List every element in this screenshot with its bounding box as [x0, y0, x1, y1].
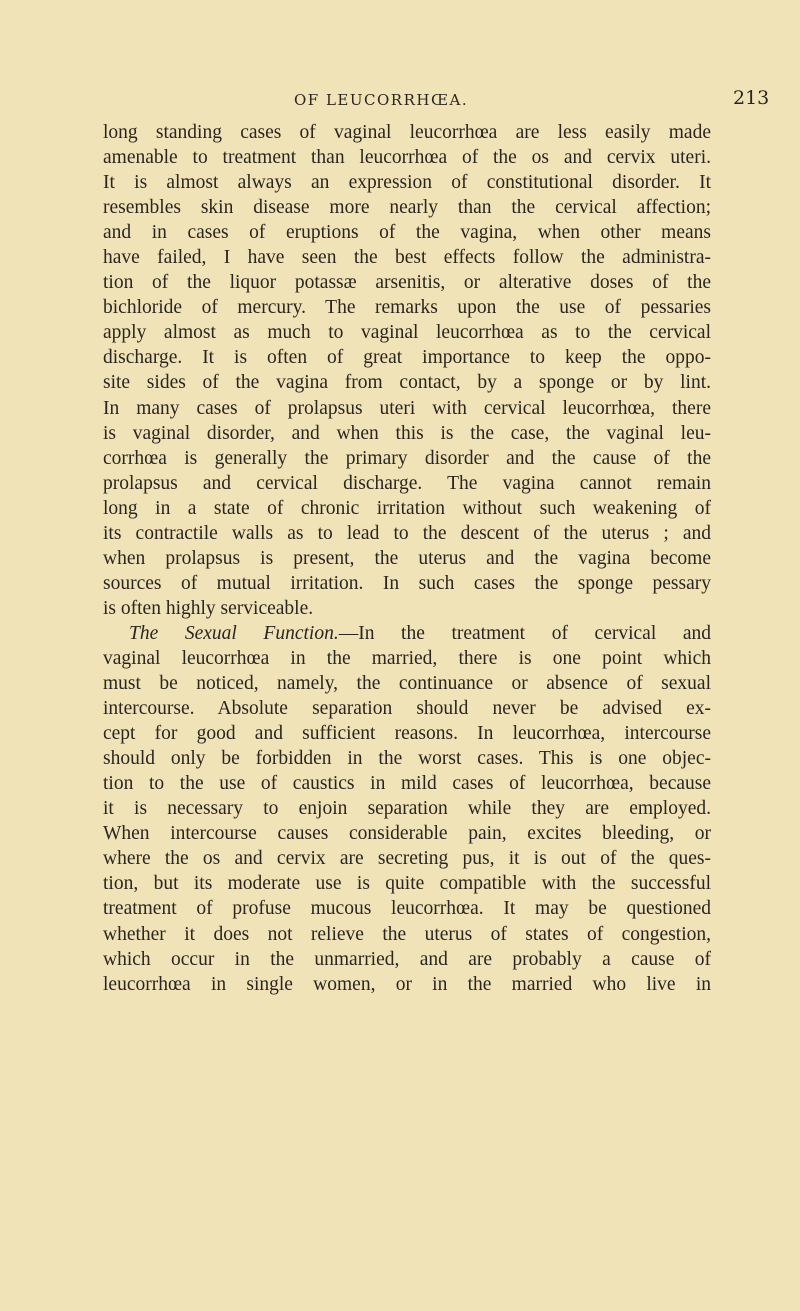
text-line: prolapsus and cervical discharge. The vagina cannot remain — [103, 472, 711, 494]
text-line: discharge. It is often of great importance to keep the oppo- — [103, 347, 711, 369]
text-line: intercourse. Absolute separation should never be advised ex- — [103, 698, 711, 720]
text-line: is often highly serviceable. — [103, 597, 314, 619]
text-line: treatment of profuse mucous leucorrhœa. It may be questioned — [103, 898, 711, 920]
text-line: and in cases of eruptions of the vagina, when other means — [103, 222, 711, 244]
text-line: leucorrhœa in single women, or in the married who live in — [103, 973, 711, 995]
text-line: it is necessary to enjoin separation while they are employed. — [103, 798, 711, 820]
line-text: —In the treatment of cervical and — [338, 622, 711, 644]
text-line: should only be forbidden in the worst cases. This is one objec- — [103, 748, 711, 770]
text-line: have failed, I have seen the best effects follow the administra- — [103, 247, 711, 269]
text-line: apply almost as much to vaginal leucorrhœa as to the cervical — [103, 322, 711, 344]
page-header — [0, 87, 800, 113]
text-line: In many cases of prolapsus uteri with cervical leucorrhœa, there — [103, 397, 711, 419]
page-number: 213 — [733, 87, 770, 109]
text-line: vaginal leucorrhœa in the married, there is one point which — [103, 647, 711, 669]
text-line: tion, but its moderate use is quite compatible with the successful — [103, 873, 711, 895]
text-line: cept for good and sufficient reasons. In leucorrhœa, intercourse — [103, 723, 711, 745]
body-text — [103, 120, 711, 997]
running-title: OF LEUCORRHŒA. — [294, 91, 469, 109]
text-line: amenable to treatment than leucorrhœa of the os and cervix uteri. — [103, 147, 711, 169]
text-line: tion of the liquor potassæ arsenitis, or alterative doses of the — [103, 272, 711, 294]
text-line: whether it does not relieve the uterus of states of congestion, — [103, 923, 711, 945]
text-line: site sides of the vagina from contact, by a sponge or by lint. — [103, 372, 711, 394]
text-line: is vaginal disorder, and when this is the case, the vaginal leu- — [103, 422, 711, 444]
text-line: corrhœa is generally the primary disorder and the cause of the — [103, 447, 711, 469]
text-line: long standing cases of vaginal leucorrhœa are less easily made — [103, 122, 711, 143]
text-line: bichloride of mercury. The remarks upon the use of pessaries — [103, 297, 711, 319]
text-line: must be noticed, namely, the continuance or absence of sexual — [103, 673, 711, 695]
text-line: It is almost always an expression of constitutional disorder. It — [103, 172, 711, 194]
text-line: long in a state of chronic irritation without such weakening of — [103, 497, 711, 519]
text-line: where the os and cervix are secreting pus, it is out of the ques- — [103, 848, 711, 870]
text-line: When intercourse causes considerable pain, excites bleeding, or — [103, 823, 711, 845]
text-line: which occur in the unmarried, and are probably a cause of — [103, 948, 711, 970]
text-line: sources of mutual irritation. In such cases the sponge pessary — [103, 572, 711, 594]
section-heading: The Sexual Function. — [129, 622, 339, 644]
text-line — [103, 621, 711, 646]
text-line: tion to the use of caustics in mild cases of leucorrhœa, because — [103, 773, 711, 795]
text-line: resembles skin disease more nearly than the cervical affection; — [103, 197, 711, 219]
text-line: when prolapsus is present, the uterus and the vagina become — [103, 547, 711, 569]
text-line: its contractile walls as to lead to the descent of the uterus ; and — [103, 522, 711, 544]
